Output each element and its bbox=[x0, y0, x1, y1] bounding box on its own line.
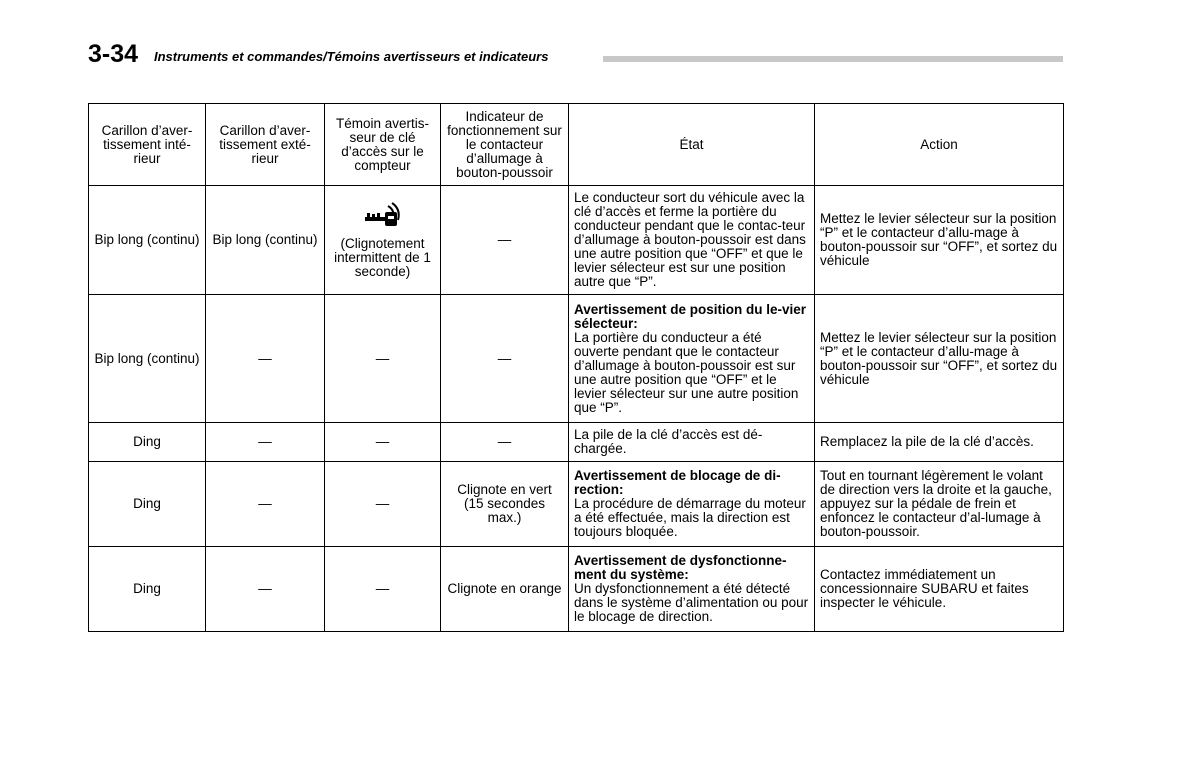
push-button-indicator-cell: Clignote en orange bbox=[441, 547, 569, 632]
action-cell: Mettez le levier sélecteur sur la position “P” et le contacteur d’allu-mage à bouton-poussoir sur “OFF”, et sortez du véhicule bbox=[815, 295, 1064, 423]
state-cell bbox=[569, 295, 815, 423]
state-cell bbox=[569, 186, 815, 295]
state-text: Un dysfonctionnement a été détecté dans le système d’alimentation ou pour le blocage de direction. bbox=[574, 581, 809, 624]
interior-chime-cell: Ding bbox=[89, 462, 206, 547]
state-text: La portière du conducteur a été ouverte pendant que le contacteur d’allumage à bouton-poussoir est sur une autre position que “OFF” et le levier sélecteur sur une autre position que “P”. bbox=[574, 329, 799, 415]
key-warning-cell: — bbox=[325, 423, 441, 462]
header-rule bbox=[603, 56, 1063, 62]
page-header bbox=[88, 40, 1063, 68]
interior-chime-cell: Ding bbox=[89, 423, 206, 462]
push-button-indicator-cell: — bbox=[441, 423, 569, 462]
column-header: État bbox=[569, 104, 815, 186]
state-text: Le conducteur sort du véhicule avec la clé d’accès et ferme la portière du conducteur pendant que le contac-teur d’allumage à bouton-poussoir est dans une autre position que “OFF” et que le levier sélecteur est sur une position autre que “P”. bbox=[574, 190, 806, 289]
push-button-indicator-cell: — bbox=[441, 295, 569, 423]
access-key-icon bbox=[361, 201, 405, 231]
exterior-chime-cell: Bip long (continu) bbox=[206, 186, 325, 295]
table-row bbox=[89, 462, 1064, 547]
exterior-chime-cell: — bbox=[206, 462, 325, 547]
table-row bbox=[89, 295, 1064, 423]
key-warning-cell: — bbox=[325, 547, 441, 632]
key-warning-cell: — bbox=[325, 295, 441, 423]
state-title: Avertissement de dysfonctionne-ment du système: bbox=[574, 553, 787, 582]
state-cell bbox=[569, 547, 815, 632]
state-title: Avertissement de position du le-vier sélecteur: bbox=[574, 301, 807, 331]
exterior-chime-cell: — bbox=[206, 547, 325, 632]
column-header: Témoin avertis-seur de clé d’accès sur le compteur bbox=[325, 104, 441, 186]
state-title: Avertissement de blocage de di-rection: bbox=[574, 468, 781, 497]
column-header: Action bbox=[815, 104, 1064, 186]
column-header: Carillon d’aver-tissement inté-rieur bbox=[89, 104, 206, 186]
table-row bbox=[89, 547, 1064, 632]
key-warning-cell bbox=[325, 186, 441, 295]
warning-table bbox=[88, 103, 1064, 632]
exterior-chime-cell: — bbox=[206, 423, 325, 462]
table-row bbox=[89, 186, 1064, 295]
interior-chime-cell: Bip long (continu) bbox=[89, 186, 206, 295]
state-cell bbox=[569, 462, 815, 547]
exterior-chime-cell: — bbox=[206, 295, 325, 423]
section-title: Instruments et commandes/Témoins avertisseurs et indicateurs bbox=[154, 49, 549, 64]
action-cell: Mettez le levier sélecteur sur la position “P” et le contacteur d’allu-mage à bouton-poussoir sur “OFF”, et sortez du véhicule bbox=[815, 186, 1064, 295]
interior-chime-cell: Ding bbox=[89, 547, 206, 632]
key-warning-cell: — bbox=[325, 462, 441, 547]
state-text: La procédure de démarrage du moteur a été effectuée, mais la direction est toujours bloquée. bbox=[574, 496, 806, 539]
state-cell bbox=[569, 423, 815, 462]
push-button-indicator-cell: Clignote en vert (15 secondes max.) bbox=[441, 462, 569, 547]
table-header-row bbox=[89, 104, 1064, 186]
push-button-indicator-cell: — bbox=[441, 186, 569, 295]
state-text: La pile de la clé d’accès est dé-chargée. bbox=[574, 427, 763, 456]
key-warning-text: (Clignotement intermittent de 1 seconde) bbox=[334, 236, 431, 279]
action-cell: Tout en tournant légèrement le volant de direction vers la droite et la gauche, appuyez sur la pédale de frein et enfoncez le contacteur d’al-lumage à bouton-poussoir. bbox=[815, 462, 1064, 547]
column-header: Indicateur de fonctionnement sur le contacteur d’allumage à bouton-poussoir bbox=[441, 104, 569, 186]
action-cell: Contactez immédiatement un concessionnaire SUBARU et faites inspecter le véhicule. bbox=[815, 547, 1064, 632]
interior-chime-cell: Bip long (continu) bbox=[89, 295, 206, 423]
action-cell: Remplacez la pile de la clé d’accès. bbox=[815, 423, 1064, 462]
page-number: 3-34 bbox=[88, 40, 139, 68]
column-header: Carillon d’aver-tissement exté-rieur bbox=[206, 104, 325, 186]
table-row bbox=[89, 423, 1064, 462]
